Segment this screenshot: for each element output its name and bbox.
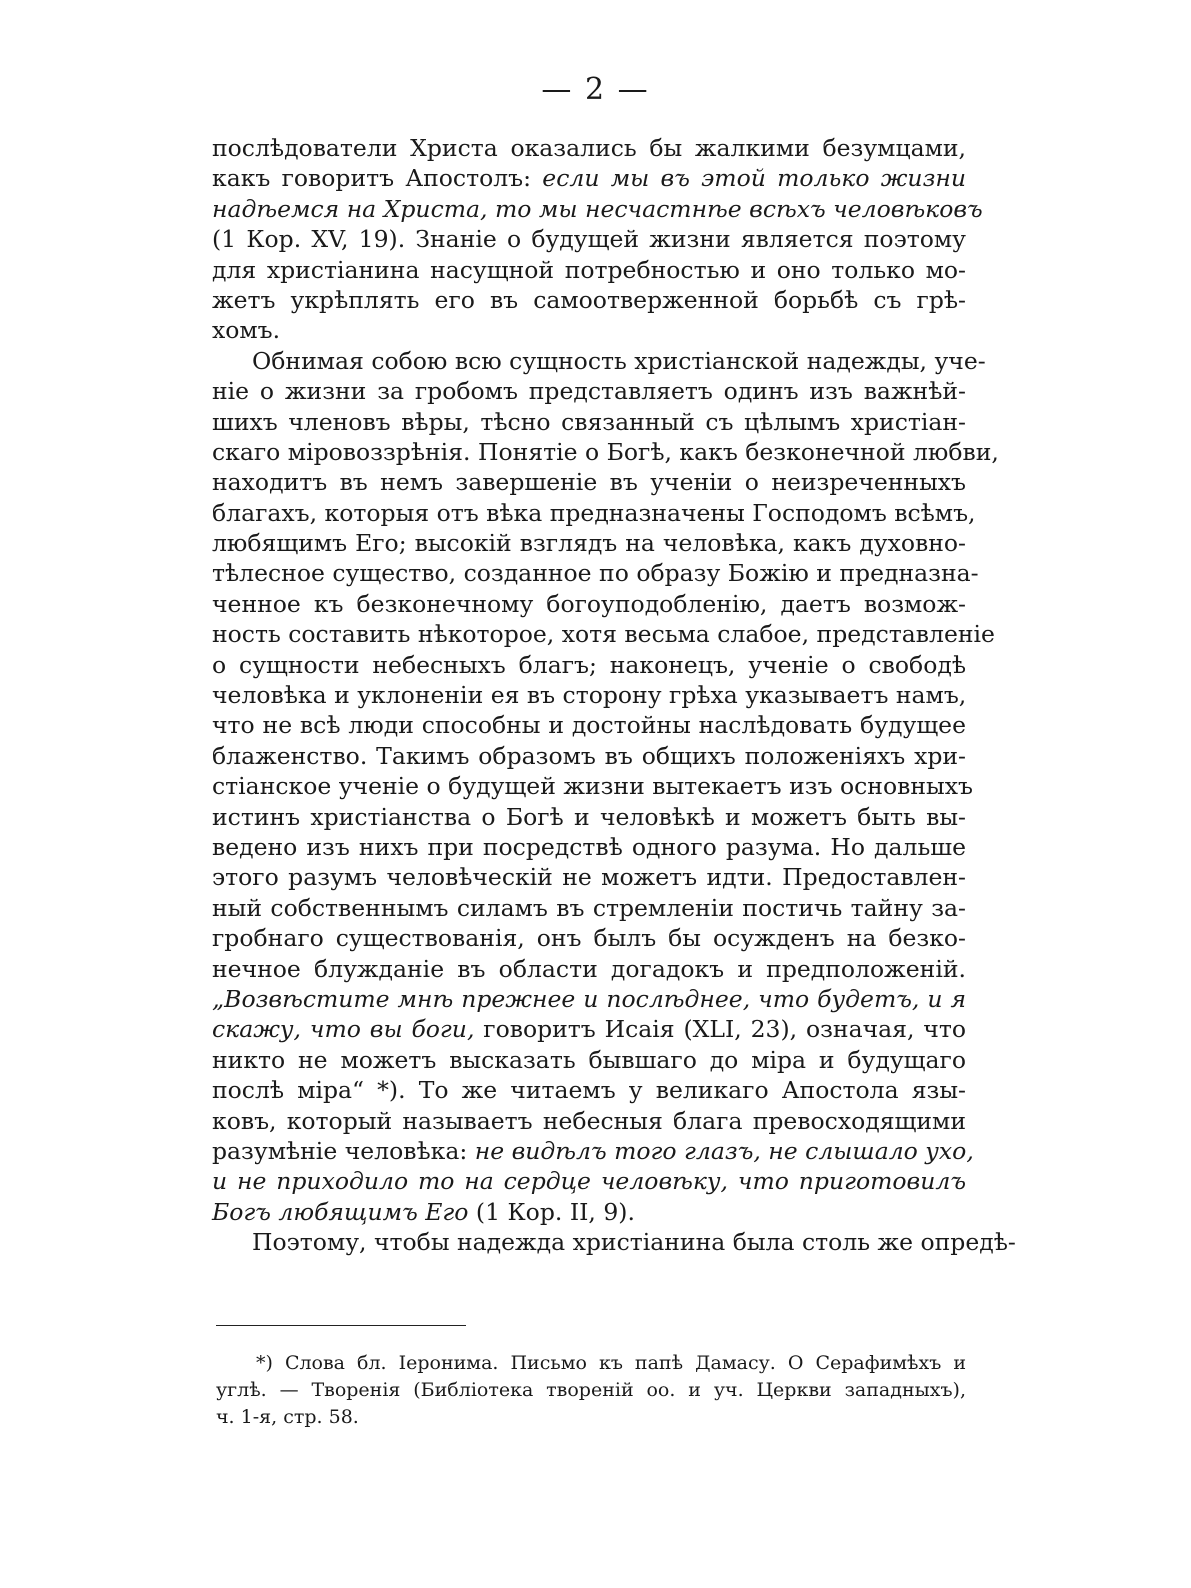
quote-italic-line: „Возвѣстите мнѣ прежнее и послѣднее, что будетъ, и я bbox=[212, 984, 966, 1013]
text-line: о сущности небесныхъ благъ; наконецъ, ученіе о свободѣ bbox=[212, 650, 966, 679]
text-span: какъ говоритъ Апостолъ: bbox=[212, 164, 543, 193]
quote-italic-line: и не приходило то на сердце человѣку, что приготовилъ bbox=[212, 1167, 966, 1196]
text-line: стіанское ученіе о будущей жизни вытекаетъ изъ основныхъ bbox=[212, 772, 973, 801]
text-line: что не всѣ люди способны и достойны наслѣдовать будущее bbox=[212, 711, 966, 740]
text-line bbox=[212, 163, 966, 193]
text-line bbox=[212, 1136, 974, 1166]
text-line: послѣдователи Христа оказались бы жалкими безумцами, bbox=[212, 134, 966, 162]
text-line: истинъ христіанства о Богѣ и человѣкѣ и можетъ быть вы- bbox=[212, 802, 966, 831]
text-line: находитъ въ немъ завершеніе въ ученіи о неизреченныхъ bbox=[212, 468, 966, 497]
text-span: (1 Кор. II, 9). bbox=[475, 1197, 635, 1226]
footnote-divider bbox=[216, 1325, 466, 1326]
footnote-line: *) Слова бл. Іеронима. Письмо къ папѣ Дамасу. О Серафимѣхъ и bbox=[256, 1352, 966, 1374]
quote-italic: Богъ любящимъ Его bbox=[212, 1197, 476, 1226]
text-line: ковъ, который называетъ небесныя блага превосходящими bbox=[212, 1106, 966, 1135]
text-line: для христіанина насущной потребностью и оно только мо- bbox=[212, 255, 966, 284]
text-line: скаго міровоззрѣнія. Понятіе о Богѣ, какъ безконечной любви, bbox=[212, 437, 999, 466]
text-line: ченное къ безконечному богоуподобленію, даетъ возмож- bbox=[212, 589, 966, 618]
quote-italic: скажу, что вы боги, bbox=[212, 1015, 484, 1044]
page-number: — 2 — bbox=[541, 72, 650, 107]
footnote-line: ч. 1-я, стр. 58. bbox=[216, 1406, 359, 1428]
text-line: человѣка и уклоненіи ея въ сторону грѣха указываетъ намъ, bbox=[212, 681, 967, 710]
text-line: ніе о жизни за гробомъ представляетъ одинъ изъ важнѣй- bbox=[212, 377, 966, 406]
text-line: тѣлесное существо, созданное по образу Божію и предназна- bbox=[212, 559, 979, 588]
text-line: благахъ, которыя отъ вѣка предназначены Господомъ всѣмъ, bbox=[212, 498, 976, 527]
text-line: послѣ міра“ *). То же читаемъ у великаго Апостола язы- bbox=[212, 1076, 966, 1105]
text-line: любящимъ Его; высокій взглядъ на человѣка, какъ духовно- bbox=[212, 529, 966, 558]
quote-italic: не видѣлъ того глазъ, не слышало ухо, bbox=[474, 1136, 974, 1165]
text-line: этого разумъ человѣческій не можетъ идти. Предоставлен- bbox=[212, 863, 966, 892]
text-line: шихъ членовъ вѣры, тѣсно связанный съ цѣлымъ христіан- bbox=[212, 407, 966, 436]
text-line: ность составить нѣкоторое, хотя весьма слабое, представленіе bbox=[212, 620, 995, 649]
text-line: гробнаго существованія, онъ былъ бы осужденъ на безко- bbox=[212, 924, 966, 953]
text-line bbox=[212, 1197, 966, 1227]
text-line: никто не можетъ высказать бывшаго до міра и будущаго bbox=[212, 1045, 966, 1074]
body-text bbox=[212, 133, 1016, 1257]
text-line: ный собственнымъ силамъ въ стремленіи постичь тайну за- bbox=[212, 893, 966, 922]
text-line: (1 Кор. XV, 19). Знаніе о будущей жизни является поэтому bbox=[212, 225, 966, 254]
quote-italic-line: надѣемся на Христа, то мы несчастнѣе всѣхъ человѣковъ bbox=[212, 194, 983, 223]
text-line: хомъ. bbox=[212, 316, 281, 345]
paragraph-first-line: Обнимая собою всю сущность христіанской надежды, уче- bbox=[252, 346, 986, 375]
text-line: блаженство. Такимъ образомъ въ общихъ положеніяхъ хри- bbox=[212, 741, 966, 770]
text-line: нечное блужданіе въ области догадокъ и предположеній. bbox=[212, 954, 966, 983]
paragraph-first-line: Поэтому, чтобы надежда христіанина была столь же опредѣ- bbox=[252, 1228, 1016, 1257]
footnote-line: углѣ. — Творенія (Библіотека твореній оо. и уч. Церкви западныхъ), bbox=[216, 1379, 966, 1401]
text-line: ведено изъ нихъ при посредствѣ одного разума. Но дальше bbox=[212, 832, 966, 861]
text-span: говоритъ Исаія (XLI, 23), означая, что bbox=[483, 1015, 966, 1044]
footnote bbox=[216, 1350, 966, 1431]
quote-italic: если мы въ этой только жизни bbox=[542, 164, 966, 193]
text-span: разумѣніе человѣка: bbox=[212, 1136, 475, 1165]
text-line: жетъ укрѣплять его въ самоотверженной борьбѣ съ грѣ- bbox=[212, 285, 966, 314]
text-line bbox=[212, 1014, 966, 1044]
